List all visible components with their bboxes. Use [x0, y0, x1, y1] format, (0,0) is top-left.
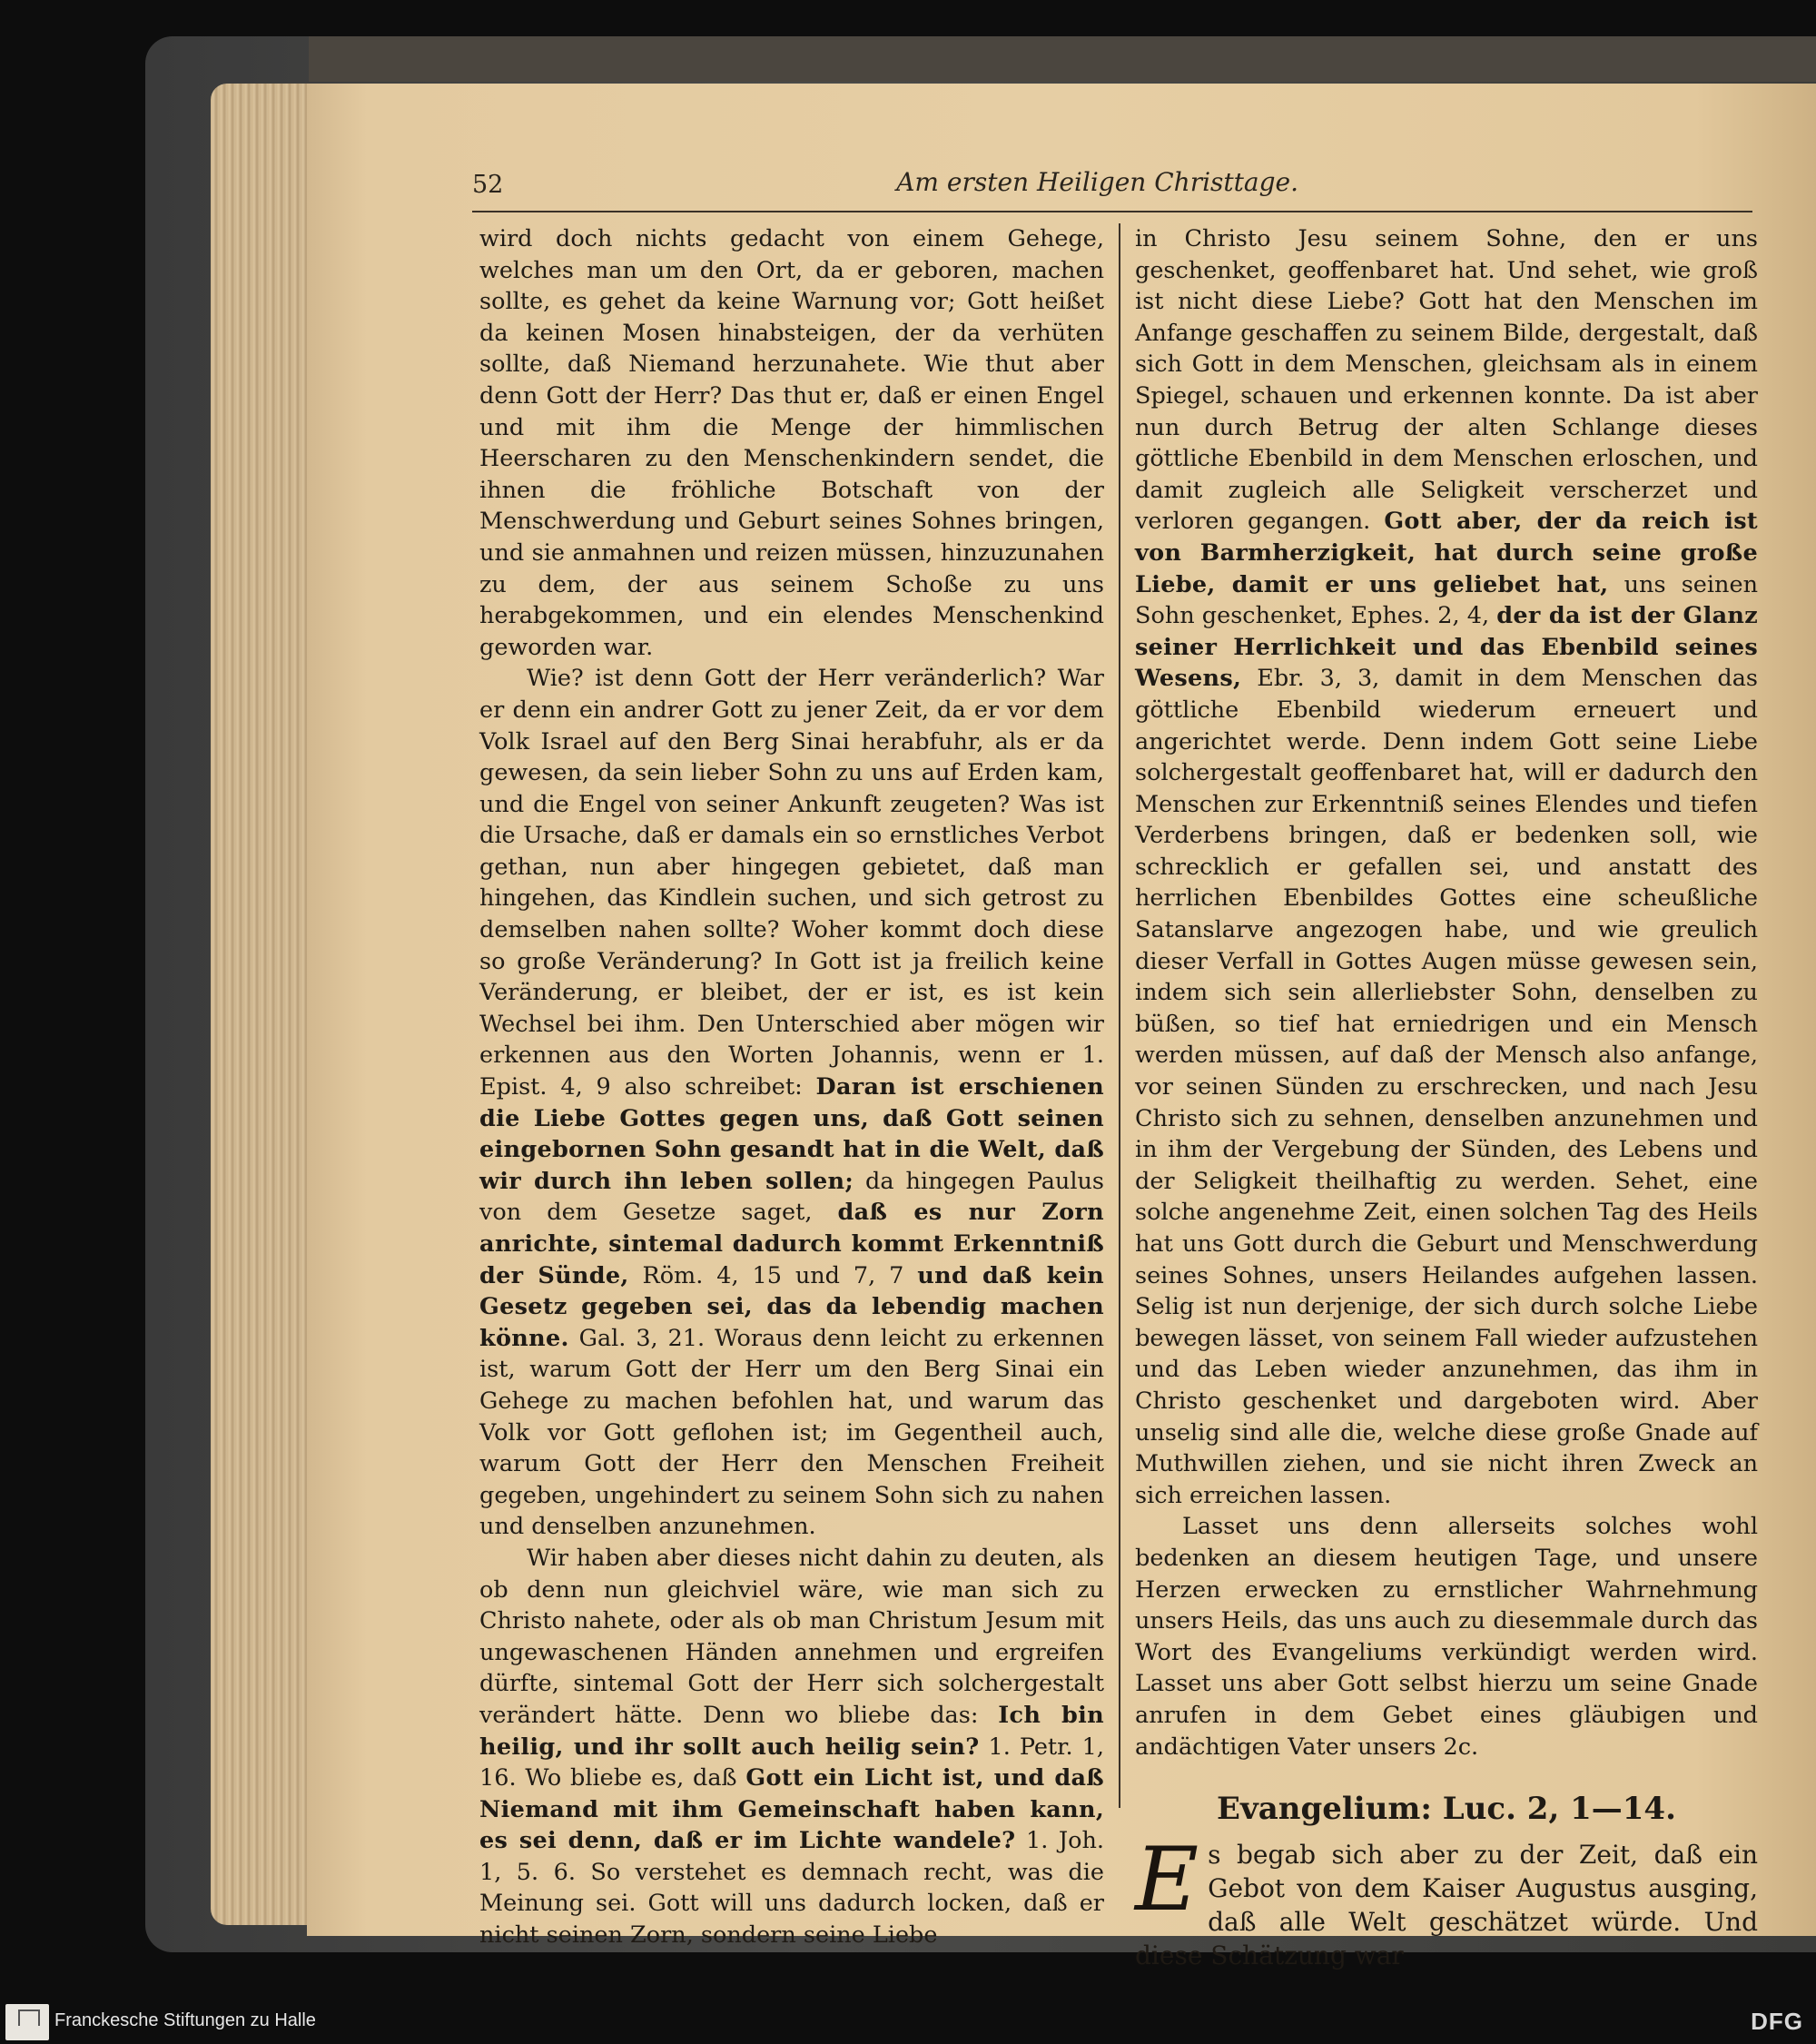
paragraph [479, 223, 1104, 663]
paragraph-text: Ebr. 3, 3, damit in dem Menschen das göttliche Ebenbild wiederum erneuert und angerichtet werde. Denn indem Gott seine Liebe solchergestalt geoffenbaret hat, will er dadurch den Menschen zur Erkenntniß seines Elendes und tiefen Verderbens bringen, daß er bedenken soll, wie schrecklich er gefallen sei, und anstatt des herrlichen Ebenbildes Gottes eine scheußliche Satanslarve angezogen habe, und wie greulich dieser Verfall in Gottes Augen müsse gewesen sein, indem sich sein allerliebster Sohn, denselben zu büßen, so tief hat erniedrigen und ein Mensch werden müssen, auf daß der Mensch also anfange, vor seinen Sünden zu erschrecken, und nach Jesu Christo sich zu sehnen, denselben anzunehmen und in ihm der Vergebung der Sünden, des Lebens und der Seligkeit theilhaftig zu werden. Sehet, eine solche angenehme Zeit, einen solchen Tag des Heils hat uns Gott durch die Geburt und Menschwerdung seines Sohnes, unsers Heilandes aufgehen lassen. Selig ist nun derjenige, der sich durch solche Liebe bewegen lässet, von seinem Fall wieder aufzustehen und das Leben wieder anzunehmen, das ihm in Christo geschenket und dargeboten wird. Aber unselig sind alle die, welche diese große Gnade auf Muthwillen ziehen, und sie nicht ihren Zweck an sich erreichen lassen. [1135, 665, 1759, 1509]
gospel-text [1135, 1828, 1758, 1972]
bible-quote: Gott ein Licht ist, und daß Niemand mit ihm Gemeinschaft haben kann, es sei denn, daß er im Lichte wandele? [479, 1764, 1104, 1855]
paragraph-text: Gal. 3, 21. Woraus denn leicht zu erkennen ist, warum Gott der Herr um den Berg Sinai ein Gehege zu machen befohlen hat, und warum das Volk vor Gott geflohen ist; im Gegentheil auch, warum Gott der Herr den Menschen Freiheit gegeben, ungehindert zu seinem Sohn sich zu nahen und denselben anzunehmen. [479, 1324, 1104, 1541]
bible-quote: daß es nur Zorn anrichte, sintemal dadurch kommt Erkenntniß der Sünde, [479, 1199, 1104, 1289]
bible-reference: Röm. 4, 15 und 7, 7 [642, 1261, 904, 1289]
left-column [479, 223, 1104, 1951]
page-edges [211, 84, 311, 1925]
bible-quote: der da ist der Glanz seiner Herrlichkeit und das Ebenbild seines Wesens, [1135, 602, 1759, 693]
paragraph-text: 1. Joh. 1, 5. 6. So verstehet es demnach recht, was die Meinung sei. Gott will uns dadurch locken, daß er nicht seinen Zorn, sondern seine Liebe [479, 1827, 1105, 1950]
book-cover-top-edge [309, 36, 1816, 82]
paragraph [1135, 1511, 1758, 1763]
paragraph-text: 1. Petr. 1, 16. Wo bliebe es, daß [479, 1733, 1104, 1792]
institution-logo-icon [5, 2004, 49, 2040]
viewer-footer [0, 2000, 1816, 2044]
institution-name: Franckesche Stiftungen zu Halle [54, 2010, 316, 2030]
gospel-heading: Evangelium: Luc. 2, 1—14. [1217, 1791, 1676, 1828]
bible-quote: Ich bin heilig, und ihr sollt auch heilig sein? [479, 1701, 1105, 1761]
paragraph-text: Wir haben aber dieses nicht dahin zu deuten, als ob denn nun gleichviel wäre, wie man sich zu Christo nahete, oder als ob man Christum Jesum mit ungewaschenen Händen annehmen und ergreifen dürfte, sintemal Gott der Herr sich solchergestalt verändert hätte. Denn wo bliebe das: [479, 1544, 1104, 1729]
paragraph-text: Wie? ist denn Gott der Herr veränderlich? War er denn ein andrer Gott zu jener Zeit, da er vor dem Volk Israel auf den Berg Sinai herabfuhr, als er da gewesen, da sein lieber Sohn zu uns auf Erden kam, und die Engel von seiner Ankunft zeugeten? Was ist die Ursache, daß er damals ein so ernstliches Verbot gethan, nun aber hingegen gebietet, daß man hingehen, das Kindlein suchen, und sich getrost zu demselben nahen sollte? Woher kommt doch diese so große Veränderung? In Gott ist ja freilich keine Veränderung, er bleibet, der er ist, es ist kein Wechsel bei ihm. Den Unterschied aber mögen wir erkennen aus den Worten Johannis, wenn er 1. Epist. 4, 9 also schreibet: [479, 665, 1104, 1101]
bible-quote: Daran ist erschienen die Liebe Gottes gegen uns, daß Gott seinen eingebornen Sohn gesandt hat in die Welt, daß wir durch ihn leben sollen; [479, 1073, 1104, 1195]
bible-quote: Gott aber, der da reich ist von Barmherzigkeit, hat durch seine große Liebe, damit er uns geliebet hat, [1135, 508, 1759, 598]
paragraph-text: da hingegen Paulus von dem Gesetze saget, [479, 1167, 1105, 1227]
paragraph-text: in Christo Jesu seinem Sohne, den er uns geschenket, geoffenbaret hat. Und sehet, wie groß ist nicht diese Liebe? Gott hat den Menschen im Anfange geschaffen zu seinem Bilde, dergestalt, daß sich Gott in dem Menschen, gleichsam als in einem Spiegel, schauen und erkennen konnte. Da ist aber nun durch Betrug der alten Schlange dieses göttliche Ebenbild in dem Menschen erloschen, und damit zugleich alle Seligkeit verscherzet und verloren gegangen. [1135, 225, 1758, 536]
drop-cap-initial: E [1135, 1828, 1199, 1930]
paragraph-text: uns seinen Sohn geschenket, Ephes. 2, 4, [1135, 570, 1758, 630]
bible-quote: und daß kein Gesetz gegeben sei, das da lebendig machen könne. [479, 1261, 1104, 1352]
page-number: 52 [472, 171, 504, 199]
running-title: Am ersten Heiligen Christtage. [896, 167, 1298, 197]
paragraph-text: wird doch nichts gedacht von einem Gehege, welches man um den Ort, da er geboren, machen sollte, es gehet da keine Warnung vor; Gott heißet da keinen Mosen hinabsteigen, der da verhüten sollte, daß Niemand herzunahete. Wie thut aber denn Gott der Herr? Das thut er, daß er einen Engel und mit ihm die Menge der himmlischen Heerscharen zu den Menschenkindern sendet, die ihnen die fröhliche Botschaft von der Menschwerdung und Geburt seines Sohnes bringen, und sie anmahnen und reizen müssen, hinzuzunahen zu dem, der aus seinem Schoße zu uns herabgekommen, und ein elendes Menschenkind geworden war. [479, 225, 1104, 661]
paragraph-text: Lasset uns denn allerseits solches wohl bedenken an diesem heutigen Tage, und unsere Herzen erwecken zu ernstlicher Wahrnehmung unsers Heils, das uns auch zu diesemmale durch das Wort des Evangeliums verkündigt werden wird. Lasset uns aber Gott selbst hierzu um seine Gnade anrufen in dem Gebet eines gläubigen und andächtigen Vater unsers 2c. [1135, 1513, 1758, 1761]
paragraph [479, 663, 1104, 1543]
header-rule [472, 211, 1752, 212]
column-divider [1119, 223, 1120, 1808]
gospel-text-body: s begab sich aber zu der Zeit, daß ein Gebot von dem Kaiser Augustus ausging, daß alle Welt geschätzet würde. Und diese Schätzung war [1135, 1839, 1758, 1970]
paragraph [479, 1543, 1104, 1951]
dfg-logo: DFG [1751, 2008, 1803, 2035]
right-column [1135, 223, 1758, 1972]
page-header [472, 163, 1298, 209]
paragraph [1135, 223, 1758, 1511]
